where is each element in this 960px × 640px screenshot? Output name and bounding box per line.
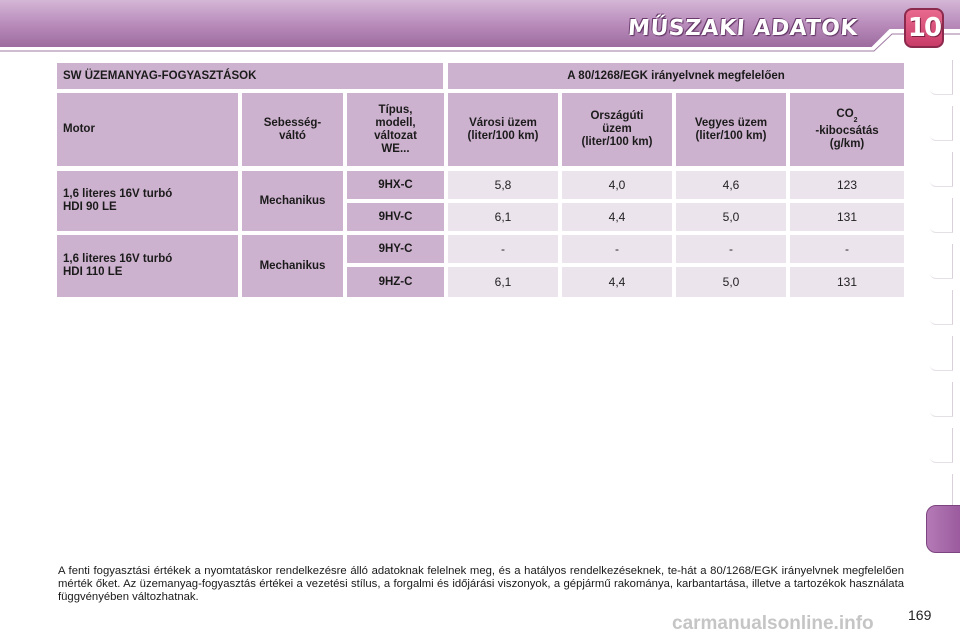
urban-value: - — [448, 235, 558, 263]
col-header-urban: Városi üzem (liter/100 km) — [448, 93, 558, 166]
type-code-cell: 9HV-C — [347, 203, 444, 231]
side-tab-active-chapter[interactable] — [926, 505, 960, 553]
col-header-type: Típus, modell, változat WE... — [347, 93, 444, 166]
col-header-motor: Motor — [57, 93, 238, 166]
combined-value: 5,0 — [676, 203, 786, 231]
urban-value: 6,1 — [448, 203, 558, 231]
co2-value: 131 — [790, 203, 904, 231]
consumption-footnote: A fenti fogyasztási értékek a nyomtatáskor rendelkezésre álló adatoknak felelnek meg, és a hatályos rendelkezéseknek, te-hát a 80/1268/EGK irányelvnek megfelelően mérték őket. Az üzemanyag-fogyasztás értékei a vezetési stílus, a forgalmi és időjárási viszonyok, a gépjármű rakománya, karbantartása, illetve a tartozékok használata függvényében változhatnak. — [58, 565, 904, 603]
side-tab[interactable] — [930, 198, 953, 233]
col-header-extra-urban: Országúti üzem (liter/100 km) — [562, 93, 672, 166]
gearbox-cell: Mechanikus — [242, 235, 343, 297]
co2-subscript: 2 — [853, 117, 858, 125]
side-tab[interactable] — [930, 106, 953, 141]
page-number: 169 — [908, 607, 932, 623]
chapter-number-badge: 10 — [904, 8, 944, 48]
side-tab-strip — [926, 60, 960, 580]
side-tab[interactable] — [930, 336, 953, 371]
col-header-co2 — [790, 93, 904, 166]
co2-value: 131 — [790, 267, 904, 297]
type-code-cell: 9HY-C — [347, 235, 444, 263]
table-title-right: A 80/1268/EGK irányelvnek megfelelően — [448, 63, 904, 89]
combined-value: 5,0 — [676, 267, 786, 297]
co2-value: - — [790, 235, 904, 263]
side-tab[interactable] — [930, 382, 953, 417]
extra-urban-value: 4,0 — [562, 171, 672, 199]
urban-value: 6,1 — [448, 267, 558, 297]
side-tab[interactable] — [930, 474, 953, 509]
col-header-combined: Vegyes üzem (liter/100 km) — [676, 93, 786, 166]
chapter-title: MŰSZAKI ADATOK — [627, 16, 859, 41]
co2-unit: -kibocsátás (g/km) — [815, 125, 879, 151]
side-tab[interactable] — [930, 152, 953, 187]
gearbox-cell: Mechanikus — [242, 171, 343, 231]
extra-urban-value: 4,4 — [562, 267, 672, 297]
side-tab[interactable] — [930, 244, 953, 279]
combined-value: - — [676, 235, 786, 263]
type-code-cell: 9HZ-C — [347, 267, 444, 297]
co2-label — [836, 108, 857, 125]
col-header-gearbox: Sebesség- váltó — [242, 93, 343, 166]
side-tab[interactable] — [930, 428, 953, 463]
combined-value: 4,6 — [676, 171, 786, 199]
co2-main: CO — [836, 107, 854, 120]
type-code-cell: 9HX-C — [347, 171, 444, 199]
co2-value: 123 — [790, 171, 904, 199]
urban-value: 5,8 — [448, 171, 558, 199]
extra-urban-value: - — [562, 235, 672, 263]
watermark: carmanualsonline.info — [672, 613, 874, 634]
motor-cell: 1,6 literes 16V turbó HDI 90 LE — [57, 171, 238, 231]
extra-urban-value: 4,4 — [562, 203, 672, 231]
side-tab[interactable] — [930, 290, 953, 325]
side-tab[interactable] — [930, 60, 953, 95]
page-header — [0, 0, 960, 58]
table-title-left: SW ÜZEMANYAG-FOGYASZTÁSOK — [57, 63, 443, 89]
motor-cell: 1,6 literes 16V turbó HDI 110 LE — [57, 235, 238, 297]
